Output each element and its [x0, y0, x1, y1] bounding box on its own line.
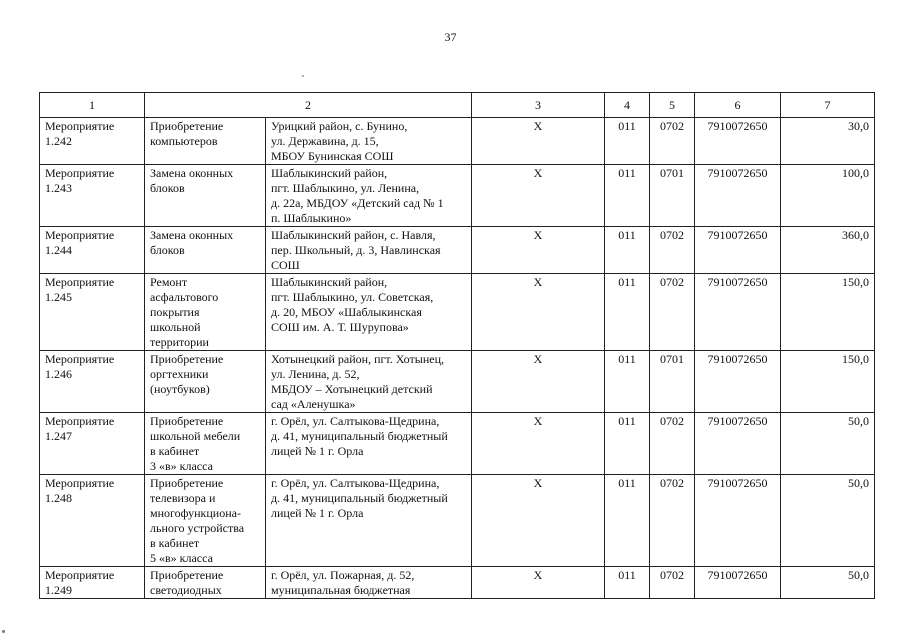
column-3-cell: Х	[472, 165, 605, 227]
event-id-cell	[40, 413, 145, 475]
table-row	[40, 413, 875, 475]
location-cell-line: д. 41, муниципальный бюджетный	[271, 429, 448, 443]
location-cell-line: СОШ им. А. Т. Шурупова»	[271, 320, 409, 334]
column-5-cell: 0702	[650, 118, 695, 165]
event-name-cell-line: 3 «в» класса	[150, 459, 213, 473]
event-name-cell	[145, 118, 266, 165]
event-name-cell-line: многофункциона-	[150, 506, 241, 520]
event-id-cell-line: Мероприятие	[45, 414, 115, 428]
location-cell	[266, 475, 472, 567]
location-cell	[266, 351, 472, 413]
event-name-cell-line: Приобретение	[150, 476, 224, 490]
column-5-cell: 0702	[650, 274, 695, 351]
column-4-cell: 011	[605, 274, 650, 351]
location-cell-line: пгт. Шаблыкино, ул. Советская,	[271, 290, 434, 304]
table-row	[40, 274, 875, 351]
column-6-cell: 7910072650	[695, 227, 781, 274]
location-cell-line: г. Орёл, ул. Салтыкова-Щедрина,	[271, 414, 440, 428]
scan-speck	[302, 75, 304, 77]
event-name-cell-line: (ноутбуков)	[150, 382, 210, 396]
event-name-cell-line: асфальтового	[150, 290, 219, 304]
table-row	[40, 165, 875, 227]
column-4-cell: 011	[605, 413, 650, 475]
event-name-cell-line: светодиодных	[150, 583, 222, 597]
event-id-cell	[40, 118, 145, 165]
amount-cell: 100,0	[781, 165, 875, 227]
column-6-cell: 7910072650	[695, 475, 781, 567]
page-number: 37	[444, 30, 457, 44]
event-id-cell-line: 1.243	[45, 181, 72, 195]
event-name-cell	[145, 475, 266, 567]
location-cell-line: Шаблыкинский район, с. Навля,	[271, 228, 436, 242]
event-name-cell-line: Приобретение	[150, 352, 224, 366]
event-id-cell-line: Мероприятие	[45, 275, 115, 289]
location-cell	[266, 274, 472, 351]
event-id-cell	[40, 227, 145, 274]
column-6-cell: 7910072650	[695, 165, 781, 227]
event-name-cell	[145, 413, 266, 475]
event-id-cell-line: 1.249	[45, 583, 72, 597]
header-cell-2: 2	[145, 93, 472, 118]
location-cell	[266, 227, 472, 274]
location-cell-line: муниципальная бюджетная	[271, 583, 411, 597]
column-4-cell: 011	[605, 351, 650, 413]
column-6-cell: 7910072650	[695, 118, 781, 165]
column-5-cell: 0701	[650, 165, 695, 227]
location-cell-line: сад «Аленушка»	[271, 397, 356, 411]
header-cell-3: 3	[472, 93, 605, 118]
column-4-cell: 011	[605, 118, 650, 165]
table-row	[40, 475, 875, 567]
event-name-cell-line: Приобретение	[150, 119, 224, 133]
location-cell-line: лицей № 1 г. Орла	[271, 506, 364, 520]
location-cell-line: г. Орёл, ул. Пожарная, д. 52,	[271, 568, 415, 582]
event-id-cell	[40, 351, 145, 413]
location-cell-line: д. 20, МБОУ «Шаблыкинская	[271, 305, 422, 319]
event-name-cell-line: Приобретение	[150, 414, 224, 428]
location-cell-line: г. Орёл, ул. Салтыкова-Щедрина,	[271, 476, 440, 490]
event-id-cell	[40, 274, 145, 351]
event-id-cell-line: Мероприятие	[45, 476, 115, 490]
event-name-cell-line: Замена оконных	[150, 228, 234, 242]
event-name-cell-line: блоков	[150, 243, 185, 257]
event-name-cell-line: школьной	[150, 320, 201, 334]
location-cell-line: д. 22а, МБДОУ «Детский сад № 1	[271, 196, 444, 210]
location-cell-line: ул. Ленина, д. 52,	[271, 367, 360, 381]
table-row	[40, 118, 875, 165]
table-row	[40, 351, 875, 413]
table-row	[40, 227, 875, 274]
budget-table	[39, 92, 875, 599]
column-6-cell: 7910072650	[695, 413, 781, 475]
location-cell-line: пгт. Шаблыкино, ул. Ленина,	[271, 181, 420, 195]
header-cell-4: 4	[605, 93, 650, 118]
header-cell-7: 7	[781, 93, 875, 118]
event-name-cell-line: Ремонт	[150, 275, 188, 289]
event-name-cell	[145, 274, 266, 351]
event-name-cell-line: оргтехники	[150, 367, 209, 381]
column-5-cell: 0701	[650, 351, 695, 413]
event-id-cell-line: 1.246	[45, 367, 72, 381]
event-id-cell-line: Мероприятие	[45, 228, 115, 242]
location-cell-line: МБОУ Бунинская СОШ	[271, 149, 394, 163]
event-name-cell-line: телевизора и	[150, 491, 216, 505]
table-row	[40, 567, 875, 599]
location-cell-line: Шаблыкинский район,	[271, 275, 388, 289]
location-cell	[266, 413, 472, 475]
location-cell-line: пер. Школьный, д. 3, Навлинская	[271, 243, 441, 257]
amount-cell: 30,0	[781, 118, 875, 165]
event-name-cell	[145, 227, 266, 274]
column-4-cell: 011	[605, 165, 650, 227]
event-name-cell	[145, 165, 266, 227]
column-6-cell: 7910072650	[695, 274, 781, 351]
column-4-cell: 011	[605, 475, 650, 567]
column-4-cell: 011	[605, 227, 650, 274]
event-id-cell	[40, 567, 145, 599]
event-id-cell-line: 1.244	[45, 243, 72, 257]
column-3-cell: Х	[472, 227, 605, 274]
event-name-cell-line: компьютеров	[150, 134, 218, 148]
amount-cell: 50,0	[781, 567, 875, 599]
location-cell-line: д. 41, муниципальный бюджетный	[271, 491, 448, 505]
amount-cell: 150,0	[781, 274, 875, 351]
amount-cell: 50,0	[781, 475, 875, 567]
event-id-cell-line: 1.248	[45, 491, 72, 505]
event-id-cell	[40, 475, 145, 567]
location-cell-line: ул. Державина, д. 15,	[271, 134, 379, 148]
event-id-cell	[40, 165, 145, 227]
event-name-cell	[145, 351, 266, 413]
header-cell-5: 5	[650, 93, 695, 118]
column-4-cell: 011	[605, 567, 650, 599]
event-name-cell-line: в кабинет	[150, 444, 200, 458]
scan-speck	[2, 630, 5, 633]
column-3-cell: Х	[472, 118, 605, 165]
event-name-cell-line: льного устройства	[150, 521, 245, 535]
column-5-cell: 0702	[650, 475, 695, 567]
event-name-cell-line: Замена оконных	[150, 166, 234, 180]
column-3-cell: Х	[472, 475, 605, 567]
location-cell-line: лицей № 1 г. Орла	[271, 444, 364, 458]
amount-cell: 150,0	[781, 351, 875, 413]
location-cell-line: СОШ	[271, 258, 300, 272]
event-name-cell-line: 5 «в» класса	[150, 551, 213, 565]
header-row	[40, 93, 875, 118]
event-id-cell-line: 1.247	[45, 429, 72, 443]
location-cell	[266, 165, 472, 227]
event-name-cell-line: Приобретение	[150, 568, 224, 582]
location-cell-line: Шаблыкинский район,	[271, 166, 388, 180]
event-name-cell-line: в кабинет	[150, 536, 200, 550]
event-id-cell-line: Мероприятие	[45, 352, 115, 366]
event-id-cell-line: Мероприятие	[45, 166, 115, 180]
header-cell-6: 6	[695, 93, 781, 118]
location-cell	[266, 567, 472, 599]
column-6-cell: 7910072650	[695, 351, 781, 413]
header-cell-1: 1	[40, 93, 145, 118]
event-name-cell-line: школьной мебели	[150, 429, 241, 443]
location-cell-line: п. Шаблыкино»	[271, 211, 352, 225]
column-5-cell: 0702	[650, 227, 695, 274]
event-name-cell	[145, 567, 266, 599]
event-id-cell-line: Мероприятие	[45, 119, 115, 133]
location-cell-line: Хотынецкий район, пгт. Хотынец,	[271, 352, 444, 366]
amount-cell: 50,0	[781, 413, 875, 475]
location-cell-line: МБДОУ – Хотынецкий детский	[271, 382, 433, 396]
location-cell	[266, 118, 472, 165]
column-3-cell: Х	[472, 413, 605, 475]
event-name-cell-line: покрытия	[150, 305, 200, 319]
event-name-cell-line: блоков	[150, 181, 185, 195]
event-id-cell-line: 1.242	[45, 134, 72, 148]
event-name-cell-line: территории	[150, 335, 209, 349]
column-3-cell: Х	[472, 567, 605, 599]
column-5-cell: 0702	[650, 567, 695, 599]
column-5-cell: 0702	[650, 413, 695, 475]
location-cell-line: Урицкий район, с. Бунино,	[271, 119, 408, 133]
event-id-cell-line: 1.245	[45, 290, 72, 304]
column-3-cell: Х	[472, 351, 605, 413]
event-id-cell-line: Мероприятие	[45, 568, 115, 582]
amount-cell: 360,0	[781, 227, 875, 274]
column-6-cell: 7910072650	[695, 567, 781, 599]
column-3-cell: Х	[472, 274, 605, 351]
